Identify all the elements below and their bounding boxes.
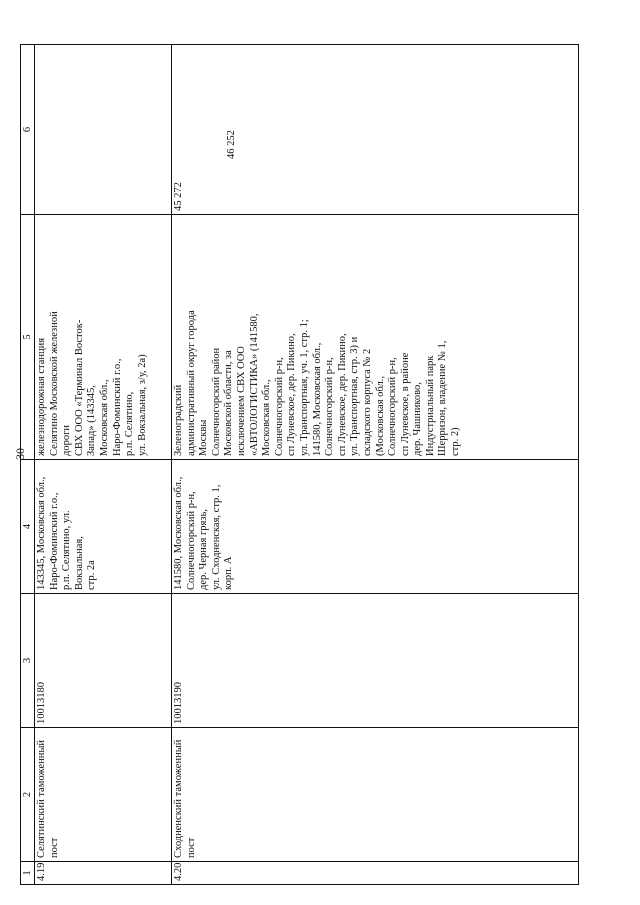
customs-post-address: 143345, Московская обл., Наро-Фоминский г.о., р.п. Селятино, ул. Вокзальная, стр. 2а <box>35 459 172 593</box>
zone-code: 46 252 <box>226 130 237 159</box>
activity-zone: Зеленоградский административный округ города Москвы Солнечногорский район Московской области, за исключением СВХ ООО «АВТОЛОГИСТИКА» (141580, Московская обл., Солнечногорский р-н, сп Луневское, дер. Пикино, ул. Транспортная, уч. 1, стр. 1; 141580, Московская обл., Солнечногорский р-н, сп Луневское, дер. Пикино, ул. Транспортная, стр. 3) и складского корпуса № 2 (Московская обл., Солнечногорский р-н, сп Луневское, в районе дер. Чашниково, Индустриальный парк Шерризон, владение № 1, стр. 2) <box>172 214 579 459</box>
customs-posts-table <box>20 44 579 885</box>
customs-post-code: 10013190 <box>172 593 579 727</box>
customs-post-name: Селятинский таможенный пост <box>35 727 172 861</box>
header-col-4: 4 <box>21 459 35 593</box>
row-number: 4.20 <box>172 861 579 884</box>
header-col-2: 2 <box>21 727 35 861</box>
col6-cell <box>35 44 172 214</box>
zone-codes-cell <box>172 44 579 214</box>
header-col-3: 3 <box>21 593 35 727</box>
header-col-6: 6 <box>21 44 35 214</box>
customs-post-address: 141580, Московская обл., Солнечногорский р-н, дер. Черная грязь, ул. Сходненская, стр. 1, корп. А <box>172 459 579 593</box>
customs-post-code: 10013180 <box>35 593 172 727</box>
rotated-table-page <box>20 45 578 885</box>
activity-zone: железнодорожная станция Селятино Московской железной дороги СВХ ООО «Терминал Восток- Запад» (143345, Московская обл., Наро-Фоминский г.о., р.п. Селятино, ул. Вокзальная, з/у, 2а) <box>35 214 172 459</box>
page-number: 30 <box>13 448 27 460</box>
zone-code: 45 272 <box>173 182 184 211</box>
customs-post-name: Сходненский таможенный пост <box>172 727 579 861</box>
header-col-5: 5 <box>21 214 35 459</box>
row-number: 4.19 <box>35 861 172 884</box>
header-col-1: 1 <box>21 861 35 884</box>
